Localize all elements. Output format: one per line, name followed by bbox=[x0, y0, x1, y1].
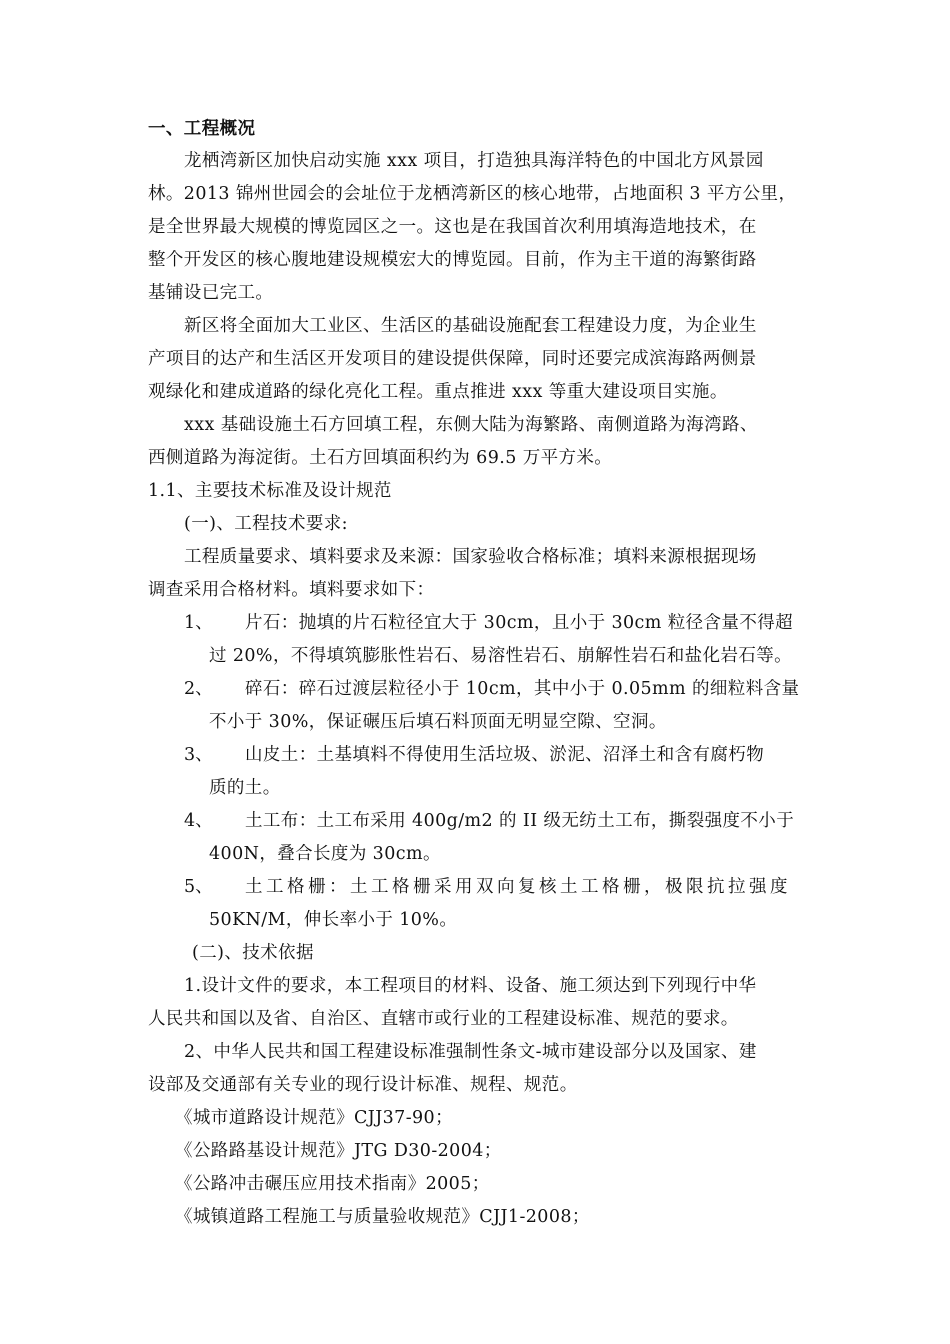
paragraph-line: 1.设计文件的要求，本工程项目的材料、设备、施工须达到下列现行中华 bbox=[184, 976, 757, 996]
list-item-number: 1、 bbox=[184, 613, 213, 633]
reference-item: 《公路冲击碾压应用技术指南》2005； bbox=[175, 1174, 490, 1194]
subsection-heading: 1.1、主要技术标准及设计规范 bbox=[148, 481, 392, 501]
reference-item: 《城市道路设计规范》CJJ37-90； bbox=[175, 1108, 453, 1128]
paragraph-line: 设部及交通部有关专业的现行设计标准、规程、规范。 bbox=[148, 1075, 578, 1095]
list-item-line: 山皮土：土基填料不得使用生活垃圾、淤泥、沼泽土和含有腐朽物 bbox=[245, 745, 765, 765]
paragraph-line: 是全世界最大规模的博览园区之一。这也是在我国首次利用填海造地技术，在 bbox=[148, 217, 757, 237]
list-item-number: 3、 bbox=[184, 745, 213, 765]
paragraph-line: 工程质量要求、填料要求及来源：国家验收合格标准；填料来源根据现场 bbox=[184, 547, 757, 567]
list-item-line: 400N，叠合长度为 30cm。 bbox=[209, 844, 441, 864]
list-item-number: 4、 bbox=[184, 811, 213, 831]
paragraph-line: xxx 基础设施土石方回填工程，东侧大陆为海繁路、南侧道路为海湾路、 bbox=[184, 415, 758, 435]
list-item-line: 片石：抛填的片石粒径宜大于 30cm，且小于 30cm 粒径含量不得超 bbox=[245, 613, 794, 633]
list-item-line: 土工布：土工布采用 400g/m2 的 II 级无纺土工布，撕裂强度不小于 bbox=[245, 811, 795, 831]
section-heading: 一、工程概况 bbox=[148, 119, 256, 139]
paragraph-line: 产项目的达产和生活区开发项目的建设提供保障，同时还要完成滨海路两侧景 bbox=[148, 349, 757, 369]
paragraph-line: 调查采用合格材料。填料要求如下： bbox=[148, 580, 435, 600]
paragraph-line: 林。2013 锦州世园会的会址位于龙栖湾新区的核心地带，占地面积 3 平方公里， bbox=[148, 184, 797, 204]
paragraph-line: 龙栖湾新区加快启动实施 xxx 项目，打造独具海洋特色的中国北方风景园 bbox=[184, 151, 764, 171]
paragraph-line: 西侧道路为海淀街。土石方回填面积约为 69.5 万平方米。 bbox=[148, 448, 613, 468]
paragraph-line: 人民共和国以及省、自治区、直辖市或行业的工程建设标准、规范的要求。 bbox=[148, 1009, 739, 1029]
paragraph-line: 观绿化和建成道路的绿化亮化工程。重点推进 xxx 等重大建设项目实施。 bbox=[148, 382, 728, 402]
paragraph-line: 2、中华人民共和国工程建设标准强制性条文-城市建设部分以及国家、建 bbox=[184, 1042, 757, 1062]
list-item-number: 2、 bbox=[184, 679, 213, 699]
paragraph-line: 基铺设已完工。 bbox=[148, 283, 274, 303]
reference-item: 《公路路基设计规范》JTG D30-2004； bbox=[175, 1141, 502, 1161]
list-item-line: 不小于 30%，保证碾压后填石料顶面无明显空隙、空洞。 bbox=[209, 712, 667, 732]
list-item-number: 5、 bbox=[184, 877, 213, 897]
reference-item: 《城镇道路工程施工与质量验收规范》CJJ1-2008； bbox=[175, 1207, 590, 1227]
list-item-line: 质的土。 bbox=[209, 778, 281, 798]
list-item-line: 土工格栅：土工格栅采用双向复核土工格栅，极限抗拉强度 bbox=[245, 877, 791, 897]
subsection-title: (一)、工程技术要求: bbox=[184, 514, 348, 534]
list-item-line: 50KN/M，伸长率小于 10%。 bbox=[209, 910, 458, 930]
paragraph-line: 整个开发区的核心腹地建设规模宏大的博览园。目前，作为主干道的海繁街路 bbox=[148, 250, 757, 270]
paragraph-line: 新区将全面加大工业区、生活区的基础设施配套工程建设力度，为企业生 bbox=[184, 316, 757, 336]
list-item-line: 碎石：碎石过渡层粒径小于 10cm，其中小于 0.05mm 的细粒料含量 bbox=[245, 679, 800, 699]
subsection-title: (二)、技术依据 bbox=[192, 943, 314, 963]
list-item-line: 过 20%，不得填筑膨胀性岩石、易溶性岩石、崩解性岩石和盐化岩石等。 bbox=[209, 646, 793, 666]
